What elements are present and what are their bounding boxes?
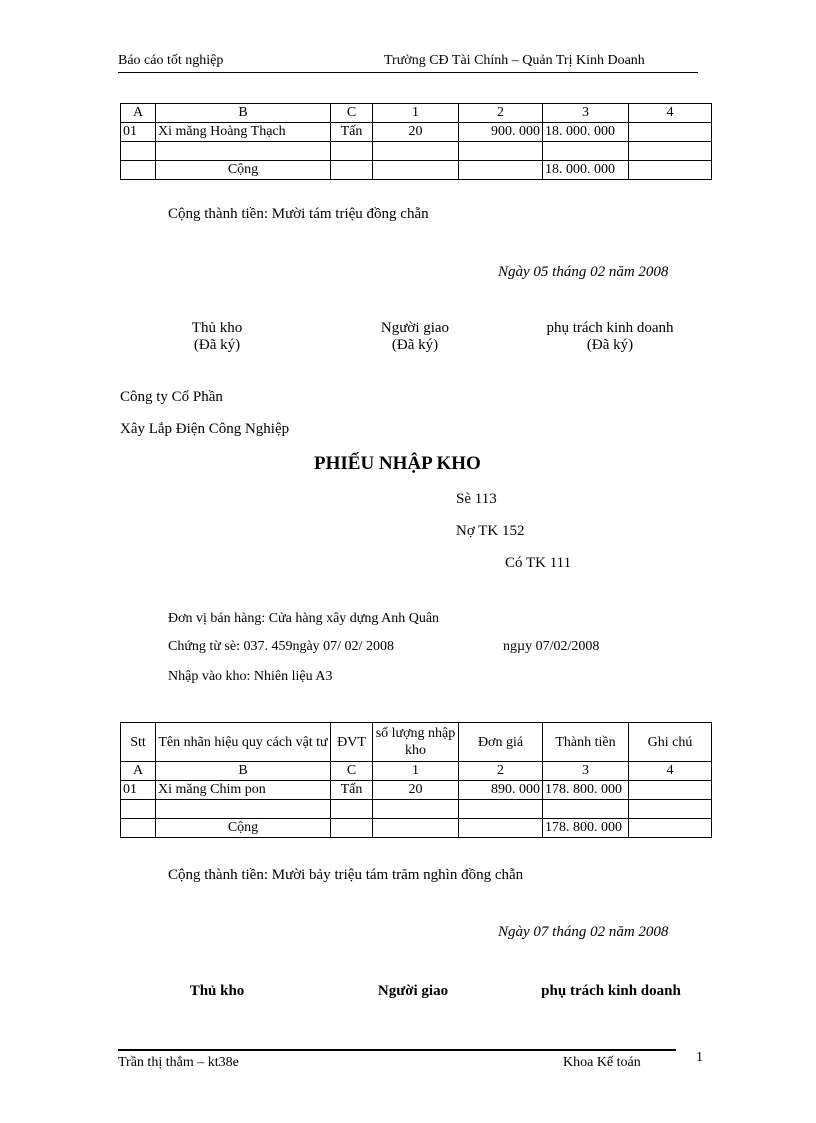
table-cell: 178. 800. 000 <box>543 819 629 838</box>
table-cell <box>629 781 712 800</box>
table-cell: 20 <box>373 123 459 142</box>
table-row <box>121 161 712 180</box>
table-cell: 18. 000. 000 <box>543 123 629 142</box>
footer-right: Khoa Kế toán <box>563 1055 641 1070</box>
table-cell: 4 <box>629 104 712 123</box>
signature-role: Người giao <box>380 320 450 336</box>
table-header-cell: Ghi chú <box>629 723 712 762</box>
company-line-1: Công ty Cổ Phần <box>120 389 223 405</box>
receipt2-voucher: Chứng từ sè: 037. 459ngày 07/ 02/ 2008 <box>168 639 394 654</box>
signature-status: (Đã ký) <box>193 337 241 353</box>
table-cell: 178. 800. 000 <box>543 781 629 800</box>
table-cell: 900. 000 <box>459 123 543 142</box>
table-row <box>121 142 712 161</box>
table-cell: 20 <box>373 781 459 800</box>
table-row <box>121 781 712 800</box>
table-cell <box>121 800 156 819</box>
table-row <box>121 123 712 142</box>
table-cell <box>373 142 459 161</box>
receipt1-total-words: Cộng thành tiền: Mười tám triệu đồng chẵn <box>168 206 429 222</box>
page-number: 1 <box>696 1050 703 1065</box>
table-cell <box>121 142 156 161</box>
table-cell: 2 <box>459 762 543 781</box>
signature-role: phụ trách kinh doanh <box>546 320 674 336</box>
table-cell <box>156 800 331 819</box>
header-divider <box>118 72 698 73</box>
footer-left: Trần thị thắm – kt38e <box>118 1055 239 1070</box>
header-right: Trường CĐ Tài Chính – Quản Trị Kinh Doanh <box>384 53 645 68</box>
table-cell <box>629 800 712 819</box>
table-cell: 1 <box>373 104 459 123</box>
company-line-2: Xây Lắp Điện Công Nghiệp <box>120 421 290 437</box>
receipt2-signature-2: Người giao <box>377 983 449 999</box>
table-cell <box>543 142 629 161</box>
table-header-cell: Thành tiền <box>543 723 629 762</box>
receipt2-signature-1: Thủ kho <box>189 983 245 999</box>
table-cell <box>629 142 712 161</box>
receipt2-warehouse: Nhập vào kho: Nhiên liệu A3 <box>168 669 333 684</box>
receipt1-date: Ngày 05 tháng 02 năm 2008 <box>498 264 669 280</box>
table-header-cell: Tên nhãn hiệu quy cách vật tư <box>156 723 331 762</box>
table-cell <box>373 161 459 180</box>
receipt2-voucher-date: ngµy 07/02/2008 <box>503 639 600 654</box>
table-cell: A <box>121 762 156 781</box>
table-row <box>121 819 712 838</box>
table-cell <box>459 142 543 161</box>
receipt1-signature-2 <box>355 320 475 354</box>
table-header-cell: số lượng nhập kho <box>373 723 459 762</box>
table-header-cell: Đơn giá <box>459 723 543 762</box>
table-cell: 4 <box>629 762 712 781</box>
table-cell <box>121 819 156 838</box>
table-cell <box>331 819 373 838</box>
receipt2-debit: Nợ TK 152 <box>456 523 525 539</box>
signature-status: (Đã ký) <box>391 337 439 353</box>
table-cell <box>331 800 373 819</box>
table-cell <box>373 800 459 819</box>
table-cell: 01 <box>121 123 156 142</box>
table-cell <box>543 800 629 819</box>
signature-role: Thủ kho <box>191 320 243 336</box>
table-cell: 3 <box>543 762 629 781</box>
receipt2-date: Ngày 07 tháng 02 năm 2008 <box>498 924 669 940</box>
table-header-row <box>121 723 712 762</box>
table-cell: Cộng <box>156 819 331 838</box>
table-cell: 890. 000 <box>459 781 543 800</box>
table-cell <box>156 142 331 161</box>
table-row <box>121 762 712 781</box>
table-cell: 3 <box>543 104 629 123</box>
table-cell: 18. 000. 000 <box>543 161 629 180</box>
receipt1-signature-1 <box>157 320 277 354</box>
table-cell <box>629 819 712 838</box>
table-cell: C <box>331 762 373 781</box>
table-cell <box>629 161 712 180</box>
table-cell <box>629 123 712 142</box>
table-header-cell: ĐVT <box>331 723 373 762</box>
table-cell: Tấn <box>331 781 373 800</box>
table-cell <box>459 161 543 180</box>
table-cell <box>331 142 373 161</box>
table-cell: A <box>121 104 156 123</box>
signature-status: (Đã ký) <box>586 337 634 353</box>
receipt2-number: Sè 113 <box>456 491 497 507</box>
receipt2-table <box>120 722 712 838</box>
table-cell: C <box>331 104 373 123</box>
table-row <box>121 800 712 819</box>
table-cell: Xi măng Chim pon <box>156 781 331 800</box>
receipt2-credit: Có TK 111 <box>505 555 572 571</box>
receipt2-total-words: Cộng thành tiền: Mười bảy triệu tám trăm nghìn đồng chẵn <box>168 867 524 883</box>
table-cell <box>373 819 459 838</box>
table-cell: 1 <box>373 762 459 781</box>
table-cell <box>459 819 543 838</box>
header-left: Báo cáo tốt nghiệp <box>118 53 224 68</box>
receipt2-title: PHIẾU NHẬP KHO <box>314 453 481 474</box>
table-cell: Xi măng Hoàng Thạch <box>156 123 331 142</box>
table-cell: B <box>156 762 331 781</box>
footer-divider <box>118 1049 676 1051</box>
receipt1-signature-3 <box>530 320 690 354</box>
table-cell: Cộng <box>156 161 331 180</box>
receipt1-table <box>120 103 712 180</box>
table-header-cell: Stt <box>121 723 156 762</box>
table-cell <box>121 161 156 180</box>
table-row <box>121 104 712 123</box>
table-cell <box>331 161 373 180</box>
table-cell: 2 <box>459 104 543 123</box>
table-cell <box>459 800 543 819</box>
table-cell: 01 <box>121 781 156 800</box>
table-cell: Tấn <box>331 123 373 142</box>
receipt2-signature-3: phụ trách kinh doanh <box>541 983 681 999</box>
receipt2-seller: Đơn vị bán hàng: Cửa hàng xây dựng Anh Quân <box>168 611 440 626</box>
table-cell: B <box>156 104 331 123</box>
